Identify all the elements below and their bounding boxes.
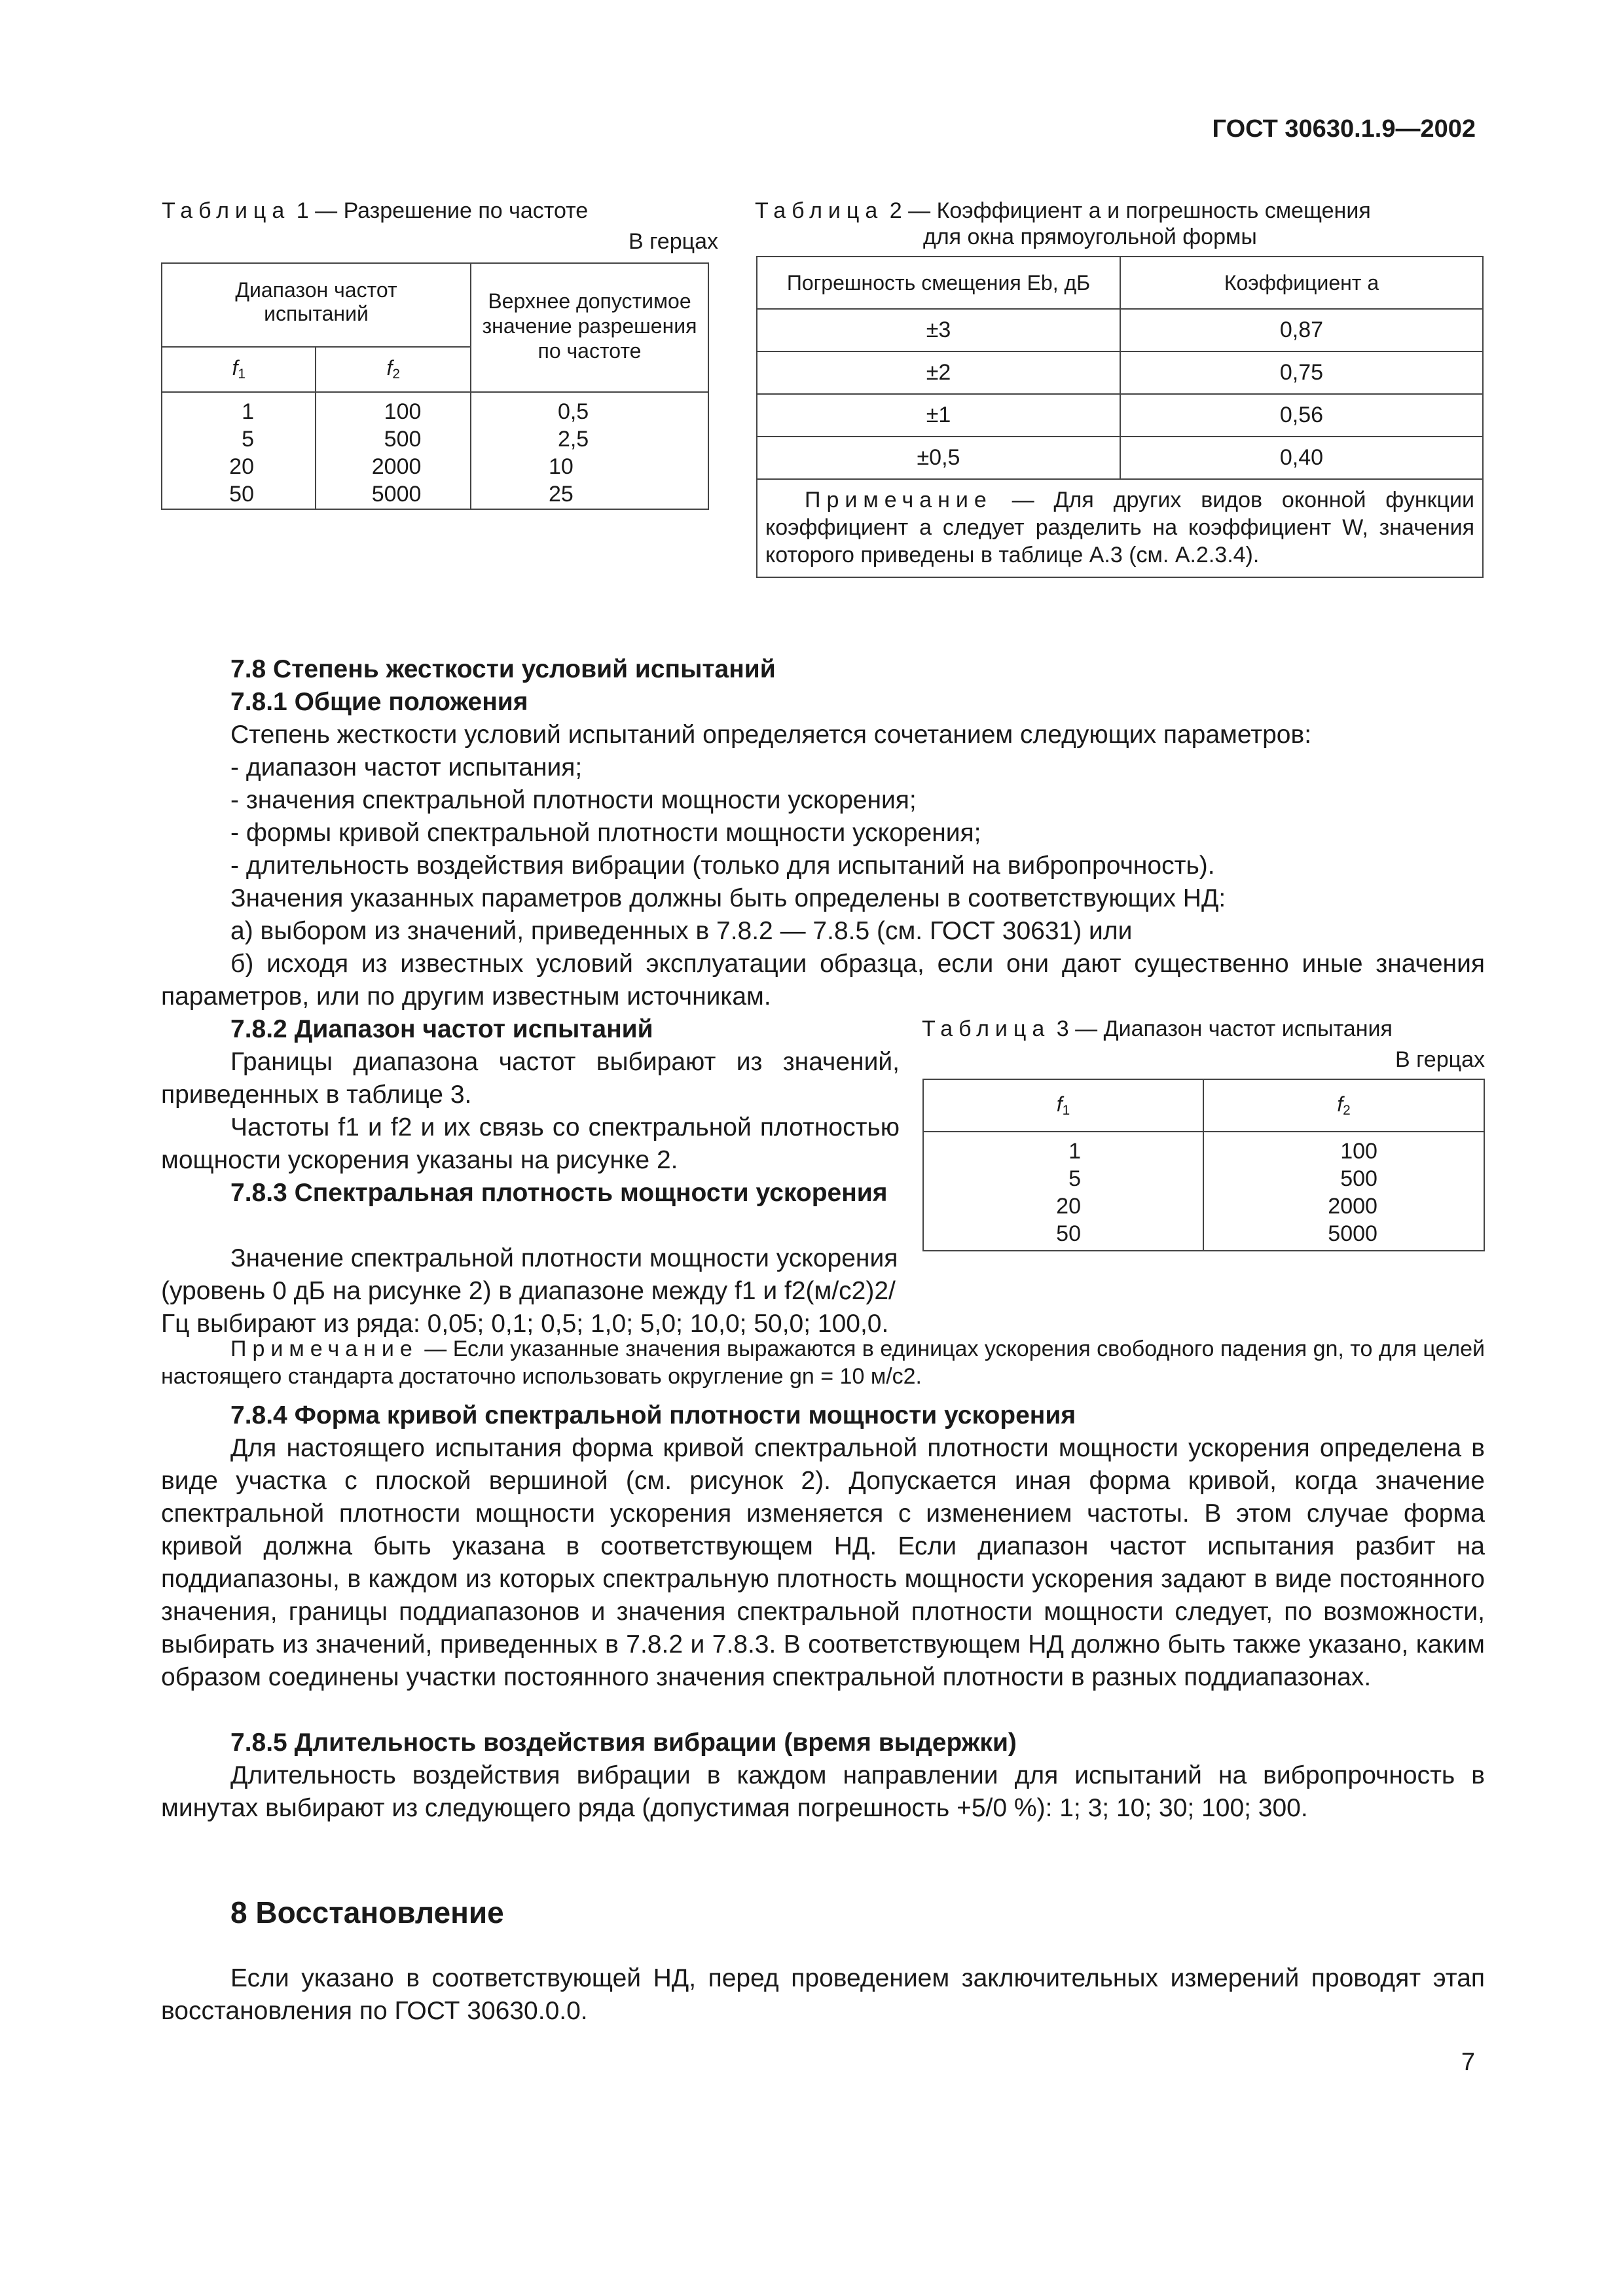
section-7-8-4-title: 7.8.4 Форма кривой спектральной плотности мощности ускорения [230, 1401, 1076, 1429]
table2-head-error: Погрешность смещения Eb, дБ [757, 257, 1120, 309]
list-item: - формы кривой спектральной плотности мощности ускорения; [230, 819, 981, 847]
list-item: - диапазон частот испытания; [230, 753, 583, 781]
page-number: 7 [1461, 2049, 1475, 2076]
table2-cell-coef: 0,75 [1120, 351, 1483, 394]
table3-cell: 500 [1340, 1166, 1377, 1191]
note-label: Примечание [230, 1336, 418, 1361]
section-7-8-1-list [230, 719, 1487, 948]
paragraph: Степень жесткости условий испытаний определяется сочетанием следующих параметров: [230, 721, 1312, 749]
table3 [922, 1079, 1485, 1251]
table1-cell: 1 [242, 399, 254, 424]
table2 [756, 256, 1484, 578]
table3-caption [922, 1014, 1485, 1043]
table1-units: В герцах [629, 229, 718, 254]
document-code: ГОСТ 30630.1.9—2002 [1212, 115, 1476, 143]
table3-cell: 2000 [1328, 1194, 1377, 1219]
table1-cell: 0,5 [557, 399, 589, 424]
table3-cell: 1 [1068, 1139, 1081, 1164]
table1-head-range: Диапазон частот испытаний [162, 263, 471, 347]
table1-head-limit: Верхнее допустимое значение разрешения по частоте [471, 263, 708, 392]
table1-cell: 2000 [371, 454, 422, 479]
section-7-8-1-item-b: б) исходя из известных условий эксплуатации образца, если они дают существенно иные значения параметров, или по другим известным источникам. [161, 950, 1485, 1011]
table2-title: 2 — Коэффициент a и погрешность смещения [889, 198, 1371, 223]
table2-caption-line2: для окна прямоугольной формы [923, 224, 1257, 249]
table2-cell-error: ±2 [757, 351, 1120, 394]
table1-cell: 25 [548, 482, 574, 507]
section-8-p: Если указано в соответствующей НД, перед проведением заключительных измерений проводят этап восстановления по ГОСТ 30630.0.0. [161, 1964, 1485, 2025]
table3-cell: 20 [1056, 1194, 1081, 1219]
section-7-8-2-title: 7.8.2 Диапазон частот испытаний [230, 1015, 653, 1043]
table3-cell: 5 [1068, 1166, 1081, 1191]
table2-cell-error: ±3 [757, 309, 1120, 351]
table1-cell: 500 [384, 427, 422, 452]
list-item: - значения спектральной плотности мощности ускорения; [230, 786, 917, 814]
section-7-8-1-title: 7.8.1 Общие положения [230, 688, 528, 716]
table1 [161, 262, 709, 510]
section-7-8-3-note [161, 1335, 1485, 1390]
section-7-8-5-p: Длительность воздействия вибрации в каждом направлении для испытаний на вибропрочность в минутах выбирают из следующего ряда (допустимая погрешность +5/0 %): 1; 3; 10; 30; 100; 300. [161, 1761, 1485, 1822]
section-7-8-4-p: Для настоящего испытания форма кривой спектральной плотности мощности ускорения определена в виде участка с плоской вершиной (см. рисунок 2). Допускается иная форма кривой, когда значение спектральной плотности мощности ускорения изменяется с изменением частоты. В этом случае форма кривой должна быть указана в соответствующем НД. Если диапазон частот испытания разбит на поддиапазоны, в каждом из которых спектральную плотность мощности ускорения задают в виде постоянного значения, границы поддиапазонов и значения спектральной плотности мощности следует, по возможности, выбирать из значений, приведенных в 7.8.2 и 7.8.3. В соответствующем НД должно быть также указано, каким образом соединены участки постоянного значения спектральной плотности в разных поддиапазонах. [161, 1434, 1485, 1691]
table3-col-f1 [923, 1132, 1203, 1251]
table1-cell: 5 [242, 427, 254, 452]
table1-col-res [471, 392, 708, 509]
table1-cell: 100 [384, 399, 422, 424]
section-7-8-title: 7.8 Степень жесткости условий испытаний [230, 655, 776, 683]
table2-cell-error: ±1 [757, 394, 1120, 437]
table2-note-text: — Для других видов оконной функции коэффициент a следует разделить на коэффициент W, значения которого приведены в таблице А.3 (см. А.2.3.4). [765, 488, 1474, 567]
note-text: — Если указанные значения выражаются в единицах ускорения свободного падения gn, то для целей настоящего стандарта достаточно использовать округление gn = 10 м/с2. [161, 1336, 1485, 1389]
table3-units: В герцах [1395, 1047, 1485, 1072]
table2-cell-error: ±0,5 [757, 437, 1120, 479]
table2-note [757, 479, 1483, 577]
section-7-8-3-p: Значение спектральной плотности мощности ускорения (уровень 0 дБ на рисунке 2) в диапазоне между f1 и f2(м/с2)2/Гц выбирают из ряда: 0,05; 0,1; 0,5; 1,0; 5,0; 10,0; 50,0; 100,0. [161, 1244, 898, 1338]
section-7-8-3-title: 7.8.3 Спектральная плотность мощности ускорения [230, 1179, 888, 1207]
table3-label: Таблица [922, 1016, 1051, 1041]
table1-head-f2: $f_2$ [316, 347, 471, 392]
table2-label: Таблица [755, 198, 884, 223]
table3-cell: 50 [1056, 1221, 1081, 1246]
table3-col-f2 [1203, 1132, 1484, 1251]
section-7-8-2-p2: Частоты f1 и f2 и их связь со спектральной плотностью мощности ускорения указаны на рисунке 2. [161, 1113, 900, 1174]
table2-head-coef: Коэффициент a [1120, 257, 1483, 309]
table1-col-f1 [162, 392, 316, 509]
table3-cell: 5000 [1328, 1221, 1377, 1246]
table1-head-f1: $f_1$ [162, 347, 316, 392]
table3-cell: 100 [1340, 1139, 1377, 1164]
table2-cell-coef: 0,40 [1120, 437, 1483, 479]
table2-caption [755, 196, 1495, 225]
table1-cell: 2,5 [557, 427, 589, 452]
table2-note-label: Примечание [805, 488, 993, 512]
table1-cell: 5000 [371, 482, 422, 507]
table1-label: Таблица [162, 198, 291, 223]
table2-cell-coef: 0,56 [1120, 394, 1483, 437]
list-item: - длительность воздействия вибрации (только для испытаний на вибропрочность). [230, 852, 1215, 880]
table1-caption [162, 196, 718, 225]
table1-title: 1 — Разрешение по частоте [296, 198, 589, 223]
table1-cell: 10 [548, 454, 574, 479]
section-7-8-5-title: 7.8.5 Длительность воздействия вибрации (время выдержки) [230, 1729, 1017, 1757]
list-item: а) выбором из значений, приведенных в 7.8.2 — 7.8.5 (см. ГОСТ 30631) или [230, 917, 1133, 945]
section-7-8-2-p1: Границы диапазона частот выбирают из значений, приведенных в таблице 3. [161, 1048, 900, 1109]
table3-head-f1: $f_1$ [923, 1079, 1203, 1132]
table3-head-f2: $f_2$ [1203, 1079, 1484, 1132]
table2-cell-coef: 0,87 [1120, 309, 1483, 351]
section-8-title: 8 Восстановление [230, 1895, 504, 1929]
table1-cell: 50 [229, 482, 254, 507]
paragraph: Значения указанных параметров должны быть определены в соответствующих НД: [230, 884, 1226, 912]
table1-col-f2 [316, 392, 471, 509]
table1-cell: 20 [229, 454, 254, 479]
table3-title: 3 — Диапазон частот испытания [1056, 1016, 1393, 1041]
